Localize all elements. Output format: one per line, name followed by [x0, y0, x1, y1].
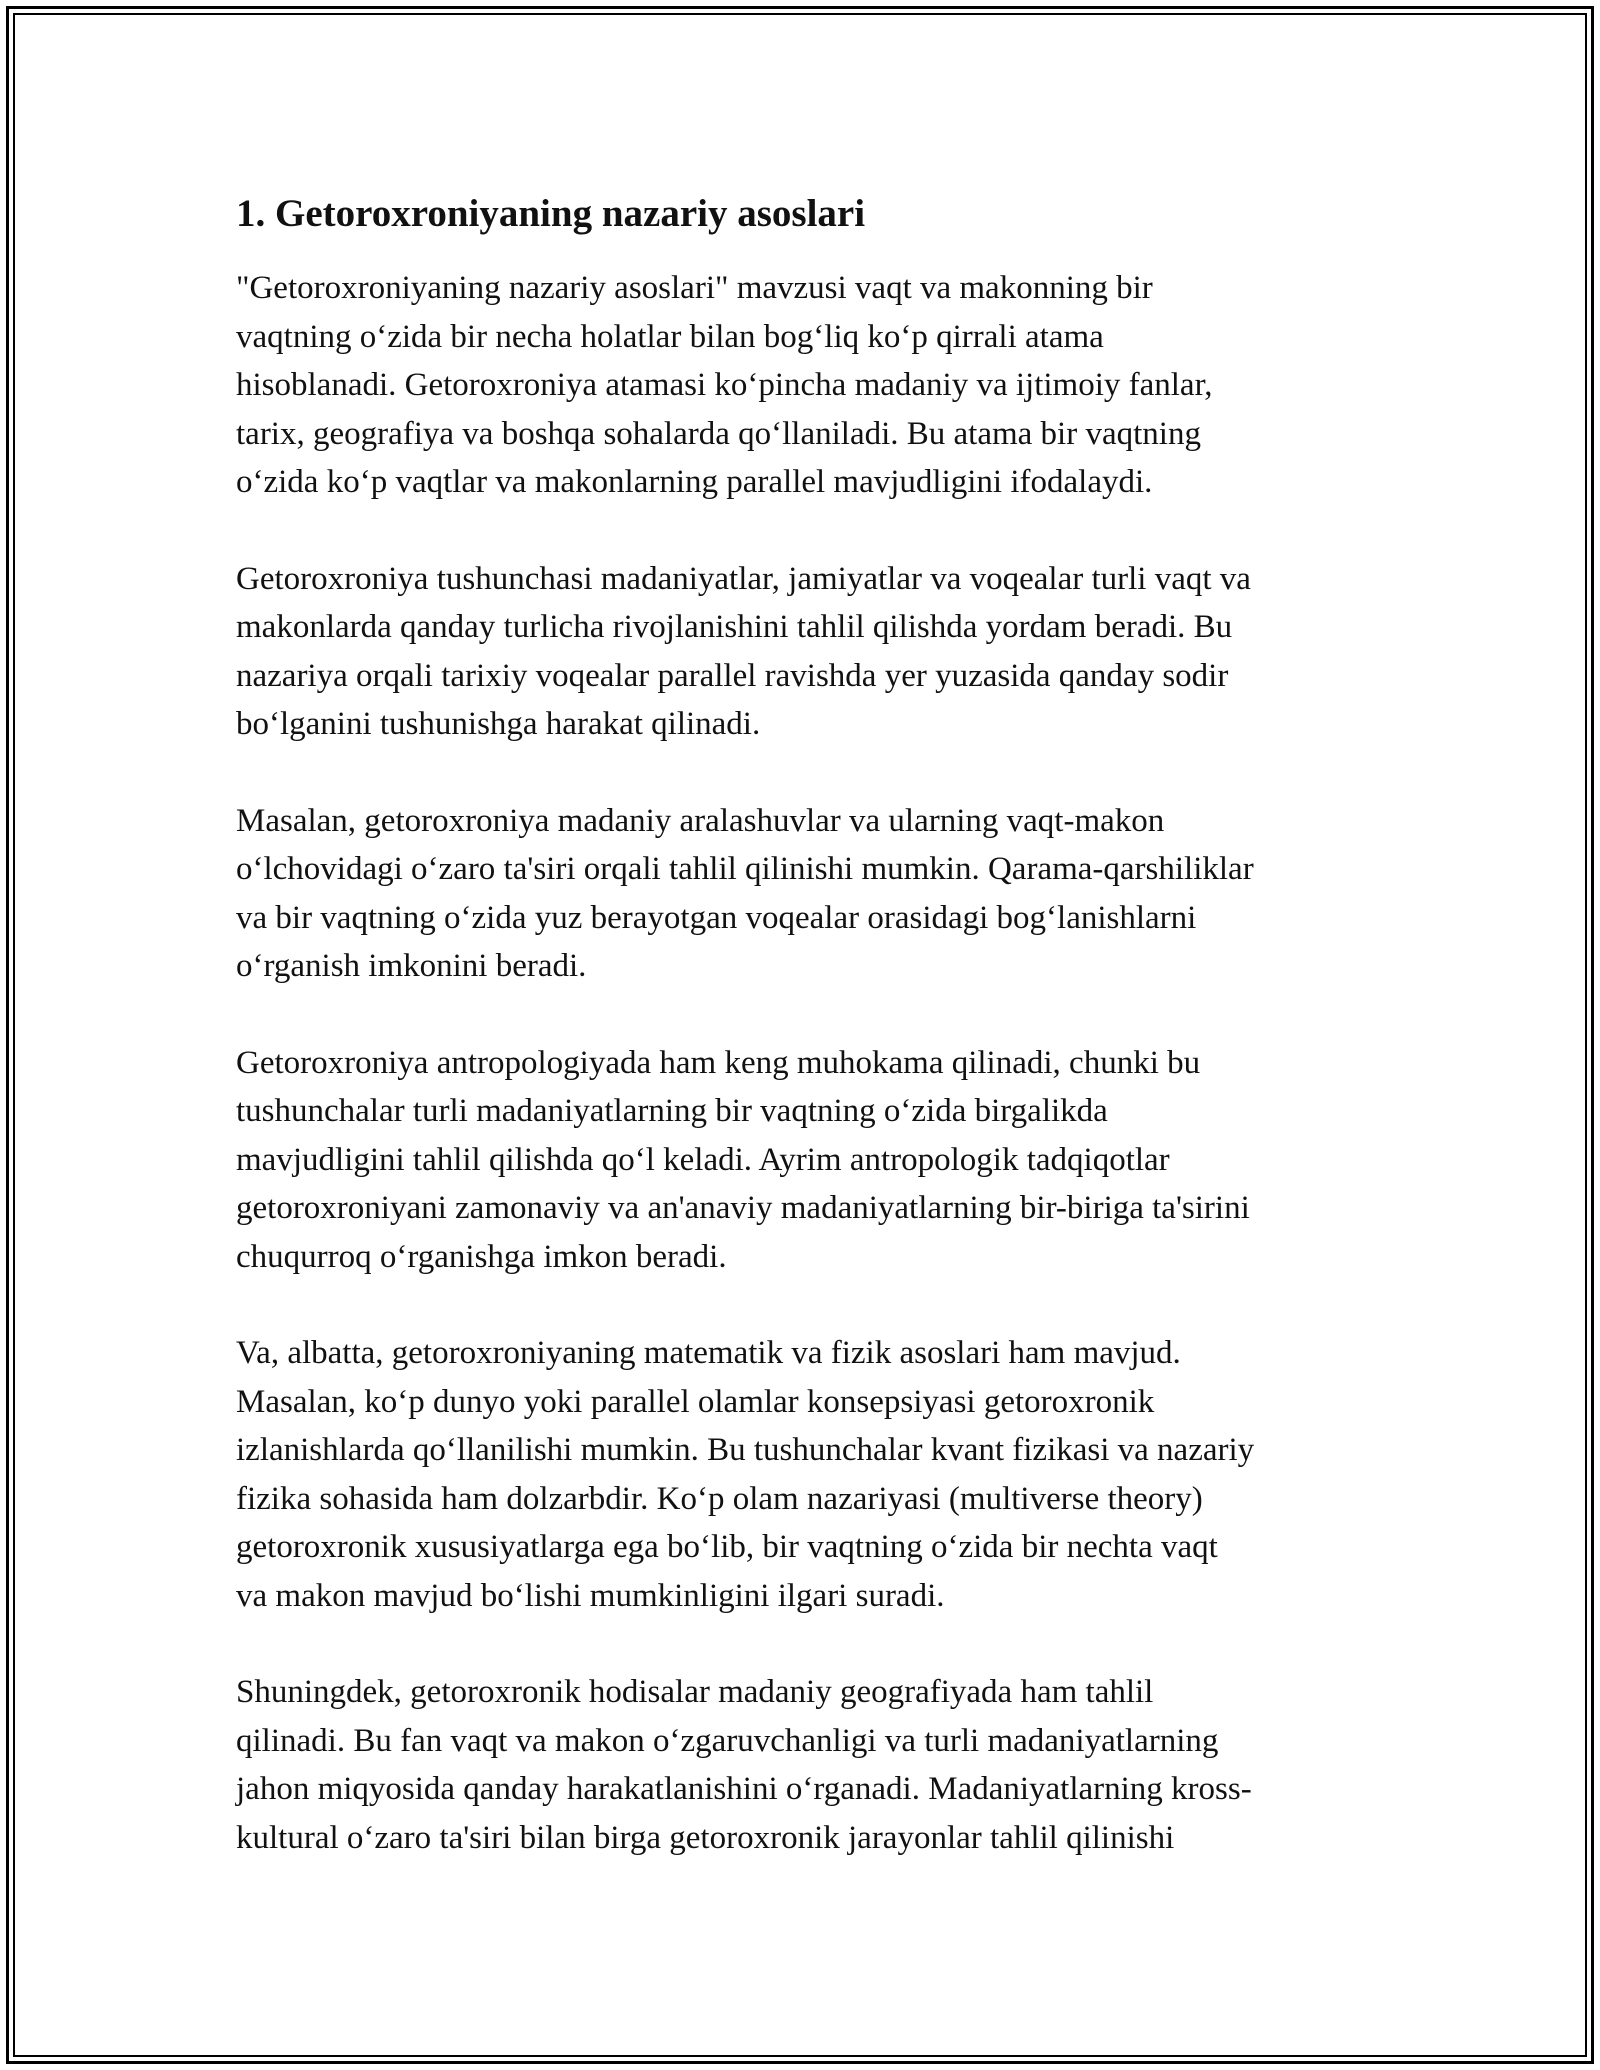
paragraph-5 [236, 1329, 1376, 1620]
text-line: vaqtning oʻzida bir necha holatlar bilan bogʻliq koʻp qirrali atama [236, 318, 1104, 355]
paragraph-4 [236, 1039, 1376, 1282]
text-line: getoroxroniyani zamonaviy va an'anaviy madaniyatlarning bir-biriga ta'sirini [236, 1190, 1250, 1226]
text-line: tushunchalar turli madaniyatlarning bir vaqtning oʻzida birgalikda [236, 1093, 1108, 1129]
text-line: Getoroxroniya tushunchasi madaniyatlar, jamiyatlar va voqealar turli vaqt va [236, 560, 1251, 597]
text-line: jahon miqyosida qanday harakatlanishini oʻrganadi. Madaniyatlarning kross- [236, 1771, 1252, 1807]
text-line: chuqurroq oʻrganishga imkon beradi. [236, 1238, 727, 1275]
text-line: Va, albatta, getoroxroniyaning matematik va fizik asoslari ham mavjud. [236, 1335, 1181, 1371]
text-line: fizika sohasida ham dolzarbdir. Koʻp olam nazariyasi (multiverse theory) [236, 1480, 1203, 1517]
text-line: kultural oʻzaro ta'siri bilan birga getoroxronik jarayonlar tahlil qilinishi [236, 1819, 1175, 1856]
section-title: 1. Getoroxroniyaning nazariy asoslari [236, 192, 866, 235]
text-line: tarix, geografiya va boshqa sohalarda qoʻllaniladi. Bu atama bir vaqtning [236, 415, 1201, 452]
text-line: oʻlchovidagi oʻzaro ta'siri orqali tahlil qilinishi mumkin. Qarama-qarshiliklar [236, 851, 1254, 887]
text-line: Masalan, getoroxroniya madaniy aralashuvlar va ularning vaqt-makon [236, 802, 1165, 839]
text-line: va makon mavjud boʻlishi mumkinligini ilgari suradi. [236, 1577, 945, 1614]
text-line: makonlarda qanday turlicha rivojlanishini tahlil qilishda yordam beradi. Bu [236, 609, 1233, 645]
text-line: "Getoroxroniyaning nazariy asoslari" mavzusi vaqt va makonning bir [236, 270, 1153, 306]
paragraph-1 [236, 264, 1376, 507]
document-body [236, 186, 1376, 1910]
text-line: boʻlganini tushunishga harakat qilinadi. [236, 706, 761, 742]
paragraph-6 [236, 1668, 1376, 1862]
text-line: izlanishlarda qoʻllanilishi mumkin. Bu tushunchalar kvant fizikasi va nazariy [236, 1432, 1255, 1468]
text-line: Masalan, koʻp dunyo yoki parallel olamlar konsepsiyasi getoroxronik [236, 1383, 1155, 1420]
text-line: qilinadi. Bu fan vaqt va makon oʻzgaruvchanligi va turli madaniyatlarning [236, 1722, 1219, 1759]
text-line: va bir vaqtning oʻzida yuz berayotgan voqealar orasidagi bogʻlanishlarni [236, 899, 1197, 936]
text-line: mavjudligini tahlil qilishda qoʻl keladi. Ayrim antropologik tadqiqotlar [236, 1141, 1170, 1178]
text-line: nazariya orqali tarixiy voqealar parallel ravishda yer yuzasida qanday sodir [236, 657, 1229, 694]
text-line: getoroxronik xususiyatlarga ega boʻlib, bir vaqtning oʻzida bir nechta vaqt [236, 1529, 1218, 1565]
text-line: oʻzida koʻp vaqtlar va makonlarning parallel mavjudligini ifodalaydi. [236, 464, 1153, 500]
text-line: hisoblanadi. Getoroxroniya atamasi koʻpincha madaniy va ijtimoiy fanlar, [236, 367, 1213, 403]
text-line: oʻrganish imkonini beradi. [236, 948, 587, 984]
text-line: Getoroxroniya antropologiyada ham keng muhokama qilinadi, chunki bu [236, 1044, 1201, 1081]
paragraph-3 [236, 797, 1376, 991]
paragraph-2 [236, 555, 1376, 749]
text-line: Shuningdek, getoroxronik hodisalar madaniy geografiyada ham tahlil [236, 1674, 1154, 1710]
